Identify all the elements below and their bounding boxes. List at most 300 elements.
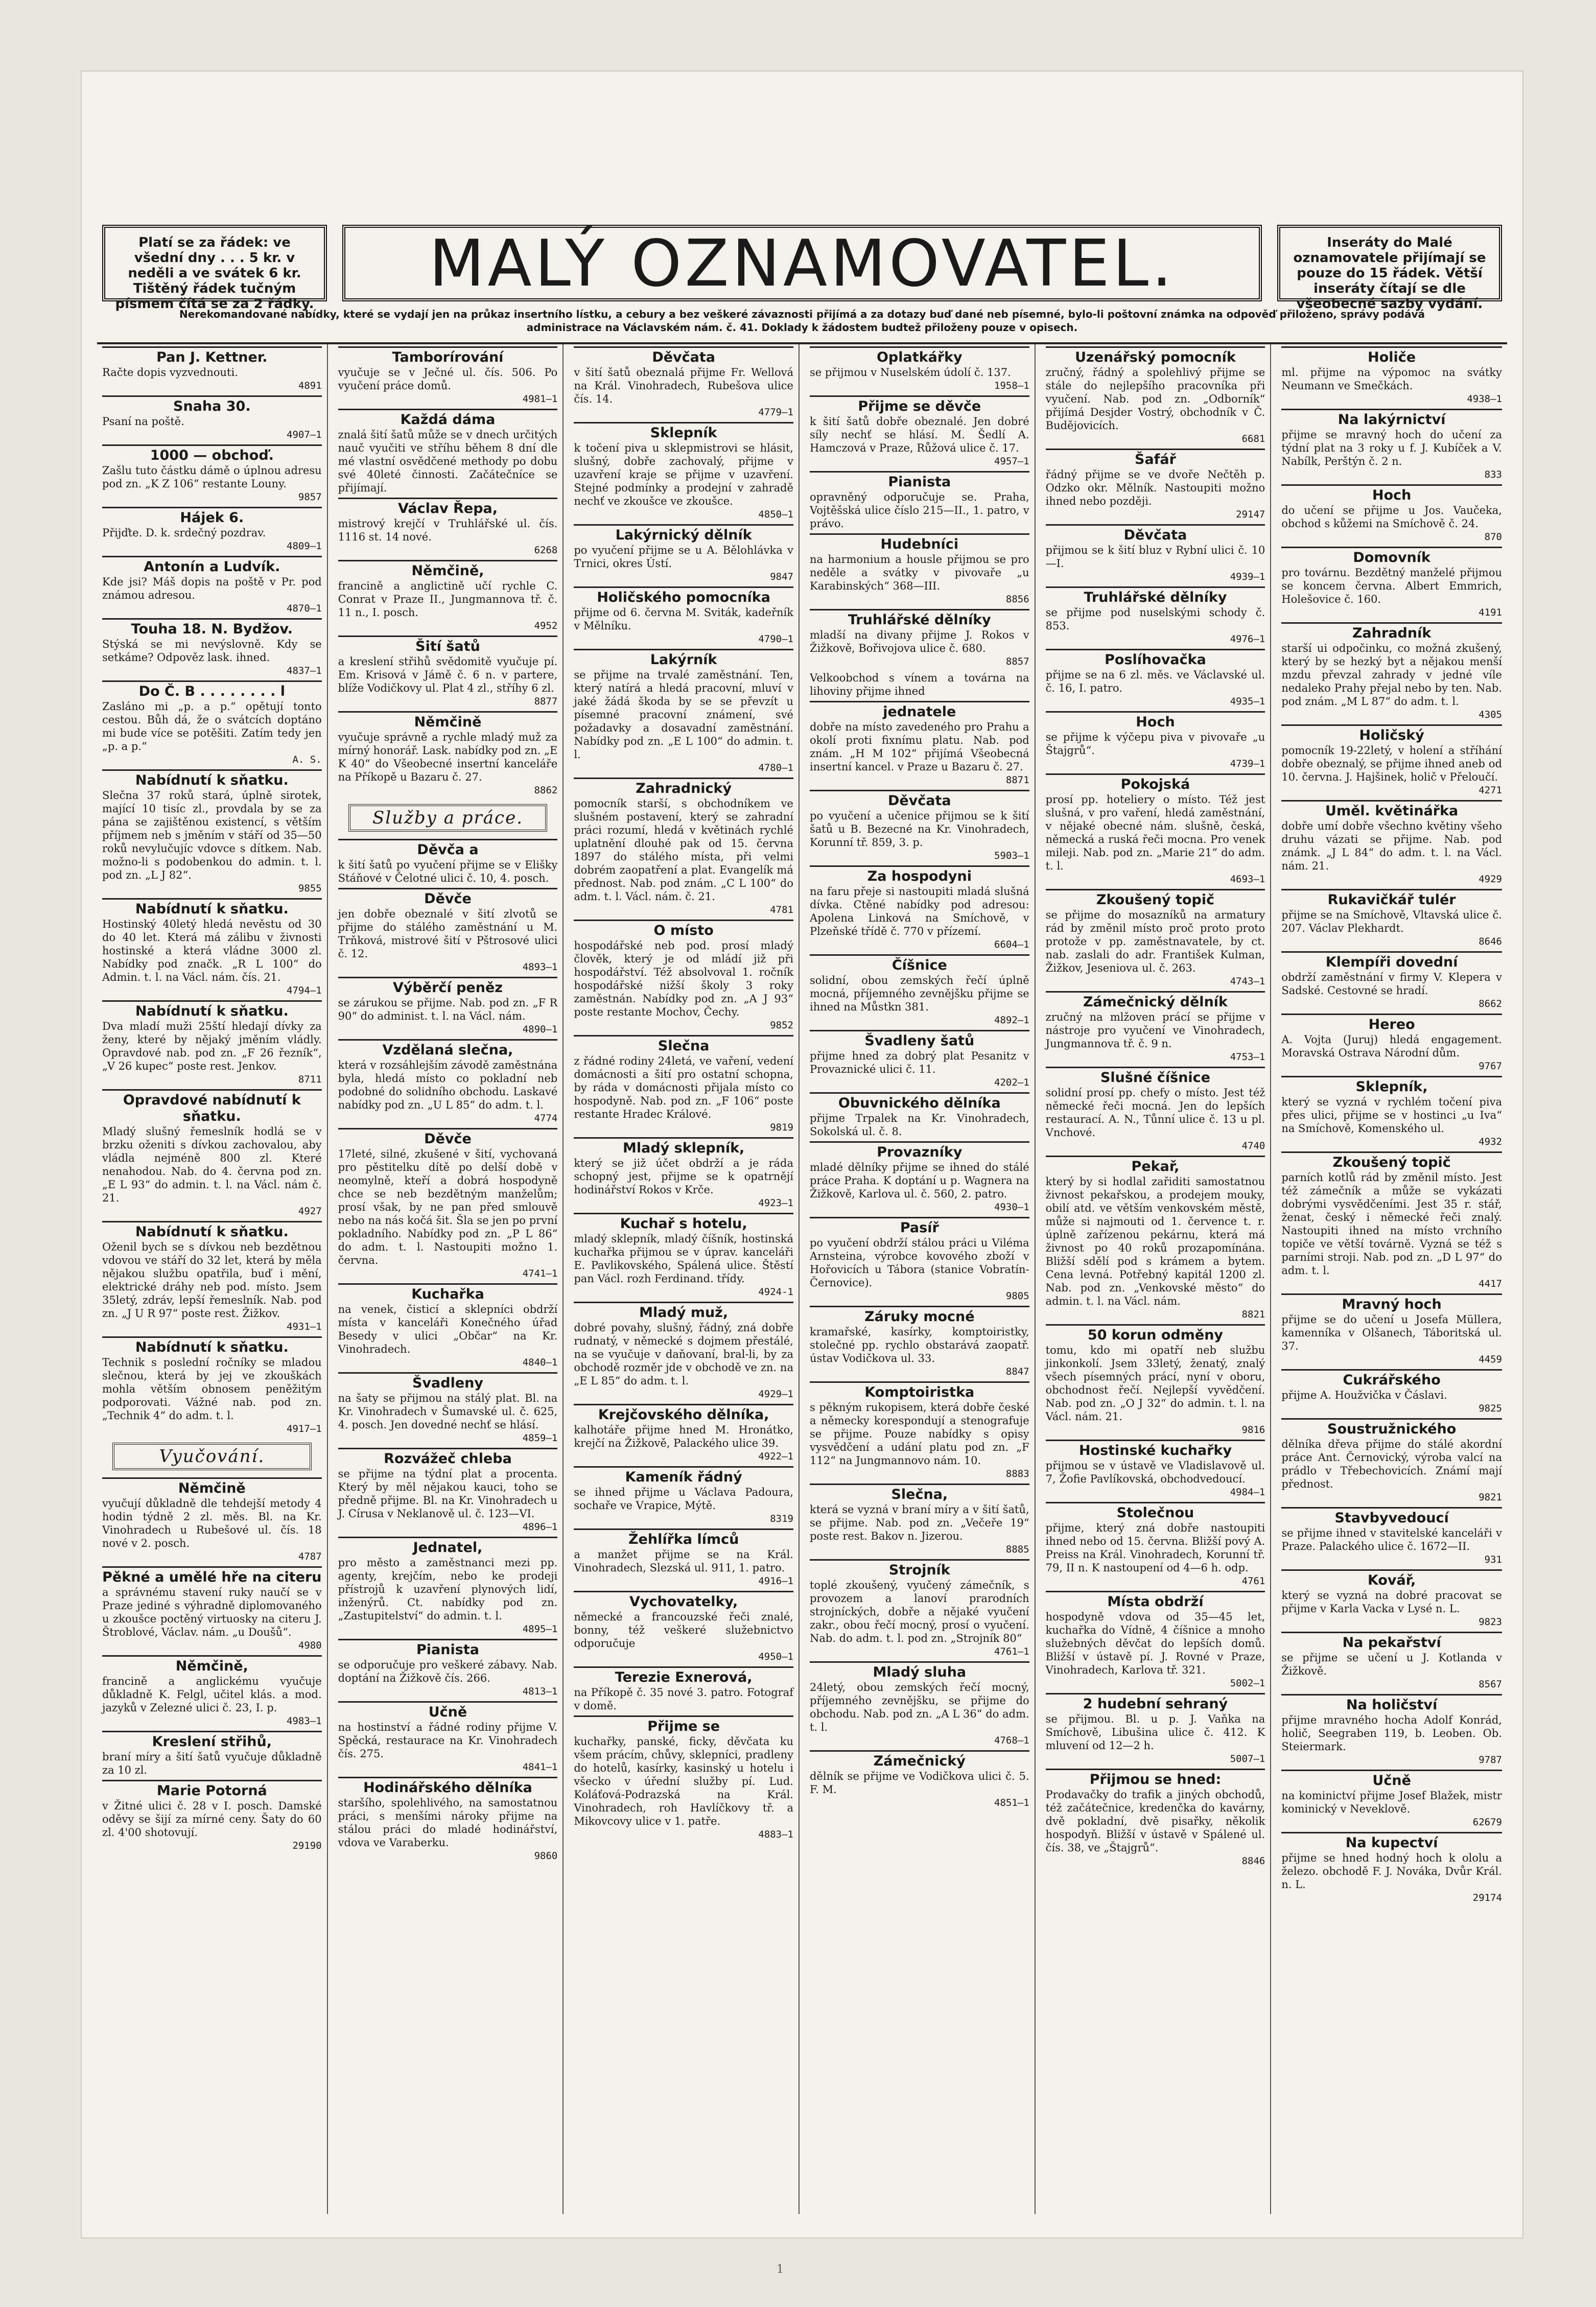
- classified-ad: [102, 1089, 322, 1218]
- ad-text: starší ui odpočinku, co možná zkušený, který by se hezký byt a nějakou menší mzdu převzal zahrady v jedné víle nedaleko Prahy přejal nebo by ten. Nab. pod znám. „M L 87“ do adm. t. l.: [1281, 642, 1502, 708]
- ad-code: 4895—1: [522, 1623, 558, 1635]
- ad-text: Zasláno mi „p. a p.“ opětují tonto cestou. Bůh dá, že o svátcích doptáno mi bude více se potěšiti. Zatím tedy jen „p. a p.“: [102, 700, 322, 752]
- classified-ad: [574, 649, 793, 774]
- classified-ad: [1046, 1067, 1265, 1152]
- ad-text: se přijme do mosazníků na armatury rád by změnil místo proč proto proto protože v pp. zaměstnavatele, by ct. nab. zaslali do adr. František Kulman, Žižkov, Jeseniova ul. č. 263.: [1045, 909, 1265, 974]
- ad-code: 4779—1: [758, 407, 793, 418]
- ad-heading: Mravný hoch: [1281, 1293, 1502, 1313]
- ad-text: se přijme na týdní plat a procenta. Který by měl nějakou kauci, toho se předně přijme. Bl. na Kr. Vinohradech u J. Círusa v Neklanově ul. č. 123—VI.: [338, 1468, 558, 1520]
- ad-heading: Antonín a Ludvík.: [102, 556, 322, 575]
- classified-ad: [574, 778, 793, 916]
- column-1: [97, 344, 328, 2214]
- ad-heading: Marie Potorná: [102, 1780, 322, 1799]
- classified-ad: [1281, 1632, 1502, 1691]
- ad-code: 4907—1: [287, 429, 322, 440]
- classified-ad: [1281, 346, 1502, 406]
- ad-text: solidní, obou zemských řečí úplně mocná, příjemného zevnějšku přijme se ihned na Můstkn 381.: [809, 974, 1029, 1013]
- classified-ad: [1281, 409, 1502, 481]
- ad-text: opravněný odporučuje se. Praha, Vojtěšská ulice číslo 215—II., 1. patro, v právo.: [809, 491, 1029, 530]
- ad-heading: Opravdové nabídnutí k sňatku.: [102, 1089, 322, 1125]
- ad-text: který se již účet obdrží a je ráda schopný jest, přijme se k opatrnějí hodinářství Rokos v Krče.: [574, 1157, 793, 1196]
- ad-text: v šití šatů obeznalá přijme Fr. Wellová na Král. Vinohradech, Rubešova ulice čís. 14.: [574, 366, 793, 405]
- ad-text: s pěkným rukopisem, která dobře české a německy korespondují a stenografuje se přijme. Pouze nabídky s opisy vysvědčení a udání platu pod zn. „F 112“ na Jungmannovo nám. 10.: [809, 1401, 1029, 1467]
- column-2: [333, 344, 564, 2214]
- ad-text: přijme se mravný hoch do učení za týdní plat na 3 roky u f. J. Kubíček a V. Nabílk, Perštýn č. 2 n.: [1281, 429, 1502, 467]
- classified-ad: [1281, 1293, 1502, 1366]
- classified-ad: [1281, 1014, 1502, 1073]
- classified-ad: [102, 1336, 322, 1435]
- classified-ad: [574, 1715, 793, 1841]
- ad-heading: Na kupectví: [1281, 1832, 1502, 1851]
- ad-code: 4883—1: [758, 1829, 793, 1840]
- classified-ad: [1046, 1591, 1265, 1690]
- classified-ad: [1046, 649, 1265, 708]
- classified-ad: [338, 1701, 558, 1774]
- classified-ad: [574, 1302, 793, 1401]
- ad-text: po vyučení obdrží stálou práci u Viléma Arnsteina, výrobce kovového zboží v Hořovicích u Tábora (stanice Vobratín-Černovice).: [809, 1237, 1029, 1289]
- ad-code: 8646: [1478, 936, 1502, 947]
- ad-text: německé a francouzské řeči znalé, bonny, též veškeré služebnictvo odporučuje: [574, 1611, 793, 1650]
- ad-text: na venek, čisticí a sklepníci obdrží místa v kanceláři Konečného úřad Besedy v ulici „Občar“ na Kr. Vinohradech.: [338, 1303, 558, 1355]
- ad-code: 4896—1: [522, 1521, 558, 1533]
- classified-ad: [1046, 1324, 1265, 1437]
- ad-code: 4305: [1478, 709, 1502, 720]
- classified-ad: [574, 1528, 793, 1588]
- classified-ad: [102, 680, 322, 766]
- classified-ad: [810, 346, 1029, 392]
- ad-heading: Oplatkářky: [810, 346, 1029, 366]
- ad-heading: Šití šatů: [338, 635, 558, 655]
- classified-ad: [1046, 1502, 1265, 1588]
- ad-text: dělníka dřeva přijme do stálé akordní práce Ant. Černovický, výroba valcí na prádlo v Třebechovicích. Známí mají přednost.: [1281, 1438, 1502, 1490]
- classified-ad: [102, 395, 322, 441]
- ad-text: parních kotlů rád by změnil místo. Jest též zámečník a může se vykázati dobrými vysvědčeními. Jest 35 r. stář, ženat, český i německé řeči znalý. Nastoupiti ihned na místo vrchního topiče ve větší továrně. Vyzná se též s parními stroji. Nab. pod zn. „D L 97“ do adm. t. l.: [1281, 1171, 1502, 1277]
- ad-heading: Pan J. Kettner.: [102, 346, 322, 366]
- ad-heading: Kameník řádný: [574, 1466, 793, 1486]
- classified-ad: [1281, 484, 1502, 544]
- ad-text: pomocník starší, s obchodníkem ve slušném postavení, který se zahradní práci rozumí, hledá v květinách rychlé uplatnění dlouhé pak od 15. června 1897 do stálého místa, při velmi dobrém zaopatření a plat. Evangelík má přednost. Nab. pod znám. „C L 100“ do adm. t. l. Václ. nám. č. 21.: [574, 797, 793, 903]
- ad-text: která v rozsáhlejším závodě zaměstnána byla, hledá místo co pokladní neb podobné do solidního obchodu. Laskavé nabídky pod zn. „U L 85“ do adm. t. l.: [338, 1059, 558, 1111]
- ad-code: 4952: [534, 620, 558, 631]
- ad-heading: Pěkné a umělé hře na citeru: [102, 1566, 322, 1586]
- classified-ad: [338, 1372, 558, 1445]
- ad-heading: Pianista: [338, 1639, 558, 1658]
- ad-code: 4794—1: [287, 985, 322, 996]
- classified-ad: [1046, 346, 1265, 445]
- classified-ad: [102, 507, 322, 553]
- ad-code: 6604—1: [994, 939, 1029, 950]
- ad-heading: Domovník: [1281, 547, 1502, 566]
- ad-code: 9852: [770, 1020, 793, 1031]
- ad-heading: Na lakýrnictví: [1281, 409, 1502, 428]
- classified-ad: [810, 1661, 1029, 1747]
- ad-code: 9805: [1005, 1290, 1029, 1302]
- ad-heading: Nabídnutí k sňatku.: [102, 898, 322, 917]
- ad-text: se přijme k výčepu piva v pivovaře „u Štajgrů“.: [1045, 731, 1265, 757]
- ad-text: Prodavačky do trafik a jiných obchodů, též začátečnice, kredenčka do kavárny, dvě pokladní, dvě pisařky, několik hospodyň. Bližší v ústavě v Spálené ul. čís. 38, ve „Štajgrů“.: [1045, 1788, 1265, 1854]
- ad-heading: Uměl. květinářka: [1281, 800, 1502, 819]
- ad-code: 4850—1: [758, 509, 793, 520]
- ad-text: se přijmou v Nuselském údolí č. 137.: [809, 366, 1011, 379]
- classified-ad: [810, 1217, 1029, 1303]
- ad-text: dělník se přijme ve Vodičkova ulici č. 5. F. M.: [809, 1770, 1029, 1796]
- ad-heading: Slečna,: [810, 1484, 1029, 1503]
- ad-code: 62679: [1472, 1817, 1502, 1828]
- ad-heading: Pekař,: [1046, 1156, 1265, 1175]
- classified-ad: [338, 888, 558, 974]
- ad-heading: Truhlářské dělníky: [810, 609, 1029, 628]
- classified-ad: [810, 701, 1029, 787]
- ad-heading: 2 hudební sehraný: [1046, 1693, 1265, 1712]
- ad-code: 4417: [1478, 1278, 1502, 1289]
- ad-text: Přijďte. D. k. srdečný pozdrav.: [102, 527, 266, 539]
- ad-code: 4741—1: [522, 1268, 558, 1279]
- price-notice-right: Inseráty do Malé oznamovatele přijímají se pouze do 15 řádek. Větší inseráty čítají se dle všeobecné sazby vydání.: [1277, 225, 1502, 301]
- section-heading: Vyučování.: [112, 1443, 312, 1470]
- classified-ad: [574, 1666, 793, 1712]
- ad-code: 4809—1: [287, 540, 322, 552]
- ad-code: 8821: [1241, 1309, 1265, 1320]
- ad-heading: Jednatel,: [338, 1537, 558, 1556]
- ad-text: Velkoobchod s vínem a továrna na lihoviny přijme ihned: [809, 672, 1029, 697]
- ad-text: vyučuje se v Ječné ul. čís. 506. Po vyučení práce domů.: [338, 366, 558, 392]
- ad-text: po vyučení přijme se u A. Bělohlávka v Trnici, okres Ústí.: [574, 544, 793, 570]
- ad-code: 4739—1: [1230, 758, 1265, 769]
- ad-heading: Mladý sklepník,: [574, 1137, 793, 1157]
- classified-ad: [810, 1484, 1029, 1556]
- ad-code: 4459: [1478, 1354, 1502, 1365]
- ad-heading: Hostinské kuchařky: [1046, 1440, 1265, 1459]
- ad-code: A. S.: [292, 754, 322, 765]
- ad-heading: Uzenářský pomocník: [1046, 346, 1265, 366]
- ad-text: po vyučení a učenice přijmou se k šití šatů u B. Bezecné na Kr. Vinohradech, Korunní tř. 859, 3. p.: [809, 810, 1029, 849]
- classified-ad: [1281, 1076, 1502, 1148]
- newspaper-page: [82, 72, 1522, 2276]
- ad-heading: Učně: [1281, 1770, 1502, 1789]
- ad-heading: Záruky mocné: [810, 1306, 1029, 1325]
- ad-text: přijmou se k šití bluz v Rybní ulici č. 10—I.: [1045, 544, 1265, 570]
- ad-heading: Václav Řepa,: [338, 498, 558, 517]
- ad-heading: Lakýrník: [574, 649, 793, 668]
- ad-text: na faru přeje si nastoupiti mladá slušná dívka. Ctěné nabídky pod adresou: Apolena Linková na Smíchově, v Plzeňské třídě č. 770 v přízemí.: [809, 885, 1029, 937]
- ad-heading: Mladý muž,: [574, 1302, 793, 1321]
- ad-text: přijme mravného hocha Adolf Konrád, holič, Seegraben 119, b. Leoben. Ob. Steiermark.: [1281, 1714, 1502, 1753]
- classified-ad: [102, 1731, 322, 1777]
- ad-heading: Šafář: [1046, 449, 1265, 468]
- ad-heading: Na pekařství: [1281, 1632, 1502, 1651]
- classified-ad: [102, 1477, 322, 1563]
- section-heading: Služby a práce.: [348, 804, 548, 832]
- ad-heading: Provazníky: [810, 1141, 1029, 1161]
- ad-code: 8319: [770, 1513, 793, 1524]
- ad-text: zručný na mlžoven prácí se přijme v nástroje pro vyučení ve Vinohradech, Jungmannova tř. č. 9 n.: [1045, 1011, 1265, 1050]
- classified-ad: [338, 1128, 558, 1280]
- ad-heading: Holičského pomocníka: [574, 586, 793, 606]
- ad-code: 4790—1: [758, 633, 793, 645]
- ad-heading: Rozvážeč chleba: [338, 1448, 558, 1467]
- ad-code: 4983—1: [287, 1715, 322, 1727]
- ad-heading: Hudebníci: [810, 533, 1029, 553]
- ad-code: 6681: [1241, 433, 1265, 444]
- ad-code: 4870—1: [287, 603, 322, 614]
- ad-heading: Místa obdrží: [1046, 1591, 1265, 1610]
- ad-text: přijme se na Smíchově, Vltavská ulice č. 207. Václav Plekhardt.: [1281, 909, 1502, 934]
- ad-heading: Němčině,: [102, 1655, 322, 1675]
- ad-text: vyučuje správně a rychle mladý muž za mírný honorář. Lask. nabídky pod zn. „E K 40“ do Všeobecné insertní kanceláře na Příkopě u Bazaru č. 27.: [338, 731, 558, 783]
- ad-code: 9855: [298, 883, 322, 894]
- ad-heading: Zámečnický dělník: [1046, 991, 1265, 1010]
- ad-code: 870: [1484, 531, 1502, 543]
- classified-ad: [1281, 622, 1502, 721]
- ad-code: 9819: [770, 1122, 793, 1133]
- ad-text: na Příkopě č. 35 nové 3. patro. Fotograf v domě.: [574, 1686, 793, 1712]
- ad-code: 4931—1: [287, 1321, 322, 1332]
- page-mark: 1: [777, 2263, 784, 2276]
- ad-heading: Tamborírování: [338, 346, 558, 366]
- ad-code: 5007—1: [1230, 1753, 1265, 1764]
- ad-text: francině a anglickému vyučuje důkladně K. Felgl, učitel klás. a mod. jazyků v Zelezné ulici č. 23, I. p.: [102, 1675, 322, 1714]
- classified-ad: [1281, 1369, 1502, 1415]
- ad-text: mladé dělníky přijme se ihned do stálé práce Praha. K doptání u p. Wagnera na Žižkově, Karlova ul. č. 560, 2. patro.: [809, 1161, 1029, 1200]
- classified-ad: [1281, 1418, 1502, 1504]
- ad-text: pomocník 19-22letý, v holení a stříhání dobře obeznalý, se přijme ihned aneb od 10. června. J. Hajšinek, holič v Přeloučí.: [1281, 744, 1502, 783]
- ad-heading: Každá dáma: [338, 409, 558, 428]
- ad-code: 9847: [770, 571, 793, 582]
- ad-code: 4191: [1478, 607, 1502, 618]
- ad-heading: Zahradník: [1281, 622, 1502, 642]
- ad-heading: Za hospodyni: [810, 865, 1029, 885]
- ad-heading: Pokojská: [1046, 773, 1265, 793]
- ad-code: 8711: [298, 1074, 322, 1085]
- ad-heading: Zámečnický: [810, 1750, 1029, 1770]
- classified-ad: [1281, 800, 1502, 886]
- classified-ad: [102, 1780, 322, 1852]
- ad-code: 9825: [1478, 1403, 1502, 1414]
- classified-ad: [102, 1655, 322, 1728]
- ad-code: 4917—1: [287, 1423, 322, 1434]
- ad-heading: Snaha 30.: [102, 395, 322, 415]
- classified-ad: [338, 711, 558, 797]
- ad-text: hospodářské neb pod. prosí mladý člověk, který je od mládí již při hospodářství. Též absolvoval 1. ročník hospodářské nižší školy 3 roky zaměstnán. Nabídky pod zn. „A J 93“ poste restante Mochov, Čechy.: [574, 939, 793, 1018]
- classified-ad: [810, 1559, 1029, 1658]
- ad-heading: Soustružnického: [1281, 1418, 1502, 1438]
- classified-ad: [1046, 773, 1265, 886]
- classified-ad: [574, 524, 793, 583]
- ad-text: mladší na divany přijme J. Rokos v Žižkově, Bořivojova ulice č. 680.: [809, 629, 1029, 654]
- ad-text: přijme hned za dobrý plat Pesanitz v Provaznické ulici č. 11.: [809, 1050, 1029, 1075]
- ad-code: 9767: [1478, 1061, 1502, 1072]
- ad-heading: Zkoušený topič: [1281, 1151, 1502, 1171]
- classified-ad: [102, 769, 322, 895]
- ad-heading: Slečna: [574, 1035, 793, 1054]
- ad-code: 9823: [1478, 1616, 1502, 1628]
- classified-ad: [1046, 1156, 1265, 1321]
- ad-text: Dva mladí muži 25ští hledají dívky za ženy, které by nějaký jměním vládly. Opravdové nab. pod zn. „F 26 řezník“, „V 26 kupec“ poste rest. Jenkov.: [102, 1020, 322, 1072]
- ad-code: 1958—1: [994, 380, 1029, 391]
- ad-text: braní míry a šití šatů vyučuje důkladně za 10 zl.: [102, 1751, 322, 1776]
- ad-heading: Terezie Exnerová,: [574, 1666, 793, 1686]
- ad-text: přijme Trpalek na Kr. Vinohradech, Sokolská ul. č. 8.: [809, 1112, 1029, 1138]
- ad-code: 931: [1484, 1554, 1502, 1565]
- ad-code: 4957—1: [994, 456, 1029, 467]
- ad-heading: Hereo: [1281, 1014, 1502, 1033]
- ad-text: který se vyzná v rychlém točení piva přes ulici, přijme se v hostinci „u Iva“ na Smíchově, Komenského ul.: [1281, 1096, 1502, 1135]
- ad-code: 4774: [534, 1113, 558, 1124]
- classified-ad: [102, 444, 322, 504]
- ad-heading: Zkoušený topič: [1046, 889, 1265, 908]
- ad-code: 4781: [770, 904, 793, 915]
- classified-ad: [574, 346, 793, 419]
- classified-ad: [810, 790, 1029, 862]
- ad-heading: 1000 — obchoď.: [102, 444, 322, 464]
- ad-text: který se vyzná na dobré pracovat se přijme v Karla Vacka v Lysé n. L.: [1281, 1589, 1502, 1615]
- ad-code: 4923—1: [758, 1197, 793, 1209]
- classified-ad: [574, 1404, 793, 1463]
- ad-code: 5903—1: [994, 850, 1029, 861]
- ad-code: 8567: [1478, 1679, 1502, 1690]
- ad-heading: Cukrářského: [1281, 1369, 1502, 1388]
- ad-text: přijme se na 6 zl. měs. ve Václavské ul. č. 16, I. patro.: [1045, 669, 1265, 694]
- ad-code: 4271: [1478, 785, 1502, 796]
- classified-ad: [574, 586, 793, 646]
- classified-ad: [810, 1306, 1029, 1378]
- ad-heading: Vzdělaná slečna,: [338, 1039, 558, 1058]
- ad-code: 4787: [298, 1551, 322, 1562]
- ad-heading: Učně: [338, 1701, 558, 1721]
- classified-ad: [574, 422, 793, 521]
- ad-text: a manžet přijme se na Král. Vinohradech, Slezská ul. 911, 1. patro.: [574, 1548, 793, 1574]
- ad-text: prosí pp. hoteliery o místo. Též jest slušná, v pro vaření, hledá zaměstnání, v nějaké obecné nám. slušně, česká, německá a ruská řeči mocna. Pro venek mileji. Nab. pod zn. „Marie 21“ do adm. t. l.: [1045, 793, 1265, 872]
- ad-text: Hostinský 40letý hledá nevěstu od 30 do 40 let. Která má zálibu v živnosti hostinské a která vládne 3000 zl. Nabídky pod značk. „R L 100“ do Admin. t. l. na Václ. nám. čís. 21.: [102, 918, 322, 983]
- ad-text: k točení piva u sklepmistrovi se hlásit, slušný, dobře zachovalý, přijme v uzavření kraje se přijme v uzavření. Stejné podmínky a prodejní v zahradě nechť ve zkoušce ve zkoušce.: [574, 442, 793, 507]
- classified-ad: [1281, 951, 1502, 1010]
- ad-heading: Pianista: [810, 471, 1029, 490]
- ad-heading: Kuchař s hotelu,: [574, 1213, 793, 1232]
- admin-notice: Nerekomandované nabídky, které se vydají jen na průkaz insertního lístku, a cebury a bez veškeré závaznosti přijímá a za dotazy buď dané neb písemné, bylo-li poštovní známka na odpověď přiloženo, správy podává administrace na Václavském nám. č. 41. Doklady k žádostem budtež přiloženy pouze v opisech.: [179, 308, 1425, 334]
- ad-text: dobře umí dobře všechno květiny všeho druhu vázati se přijme. Nab. pod známk. „J L 84“ do adm. t. l. na Václ. nám. 21.: [1281, 820, 1502, 872]
- classified-ad: [338, 560, 558, 632]
- ad-text: se ihned přijme u Václava Padoura, sochaře ve Vrapice, Mýtě.: [574, 1486, 793, 1512]
- ad-text: se přijme ihned v stavitelské kanceláři v Praze. Palackého ulice č. 1672—II.: [1281, 1527, 1502, 1552]
- ad-code: 4780—1: [758, 762, 793, 773]
- ad-code: 4893—1: [522, 961, 558, 973]
- ad-heading: Vychovatelky,: [574, 1591, 793, 1610]
- ad-code: 4929: [1478, 874, 1502, 885]
- ad-code: 4890—1: [522, 1024, 558, 1035]
- classified-ad: [1046, 449, 1265, 521]
- classified-ad: [574, 1591, 793, 1663]
- ad-heading: Děvče: [338, 1128, 558, 1147]
- ad-heading: Rukavičkář tulér: [1281, 889, 1502, 908]
- ad-heading: Stolečnou: [1046, 1502, 1265, 1521]
- column-4: [805, 344, 1036, 2214]
- ad-code: 29147: [1236, 509, 1265, 520]
- classified-ad: [1281, 724, 1502, 797]
- ad-code: 8883: [1005, 1468, 1029, 1479]
- ad-heading: Švadleny: [338, 1372, 558, 1392]
- classified-ad: [102, 618, 322, 677]
- ad-text: mistrový krejčí v Truhlářské ul. čís. 1116 st. 14 nové.: [338, 517, 558, 543]
- ad-code: 4950—1: [758, 1651, 793, 1662]
- ad-heading: Němčině: [338, 711, 558, 731]
- ad-code: 4981—1: [522, 393, 558, 405]
- ad-heading: Děvčata: [810, 790, 1029, 809]
- ad-heading: Truhlářské dělníky: [1046, 586, 1265, 606]
- ad-heading: Sklepník: [574, 422, 793, 441]
- classified-ad: [810, 533, 1029, 606]
- ad-heading: Zahradnický: [574, 778, 793, 797]
- column-3: [569, 344, 800, 2214]
- ad-text: přijme od 6. června M. Sviták, kadeřník v Mělníku.: [574, 606, 793, 632]
- ad-heading: Kovář,: [1281, 1569, 1502, 1589]
- ad-heading: Kreslení střihů,: [102, 1731, 322, 1750]
- ad-heading: Sklepník,: [1281, 1076, 1502, 1095]
- ad-code: 8871: [1005, 774, 1029, 786]
- ad-text: přijme se do učení u Josefa Müllera, kamenníka v Olšanech, Táboritská ul. 37.: [1281, 1313, 1502, 1352]
- ad-code: 5002—1: [1230, 1678, 1265, 1689]
- ad-code: 4740: [1241, 1140, 1265, 1151]
- classified-ad: [338, 1537, 558, 1636]
- ad-text: kuchařky, panské, ficky, děvčata ku všem prácím, chůvy, sklepníci, pradleny do hotelů, kasírky, kasinský u hotelu i všecko v úřední služby pí. Lud. Koláťová-Podrazská na Král. Vinohradech, roh Havlíčkovy tř. a Mikovcovy ulice v 1. patře.: [574, 1735, 793, 1827]
- classified-ad: [338, 1777, 558, 1863]
- ad-heading: Nabídnutí k sňatku.: [102, 1336, 322, 1356]
- ad-code: 4939—1: [1230, 571, 1265, 582]
- ad-code: 4202—1: [994, 1077, 1029, 1088]
- ad-text: se přijme na trvalé zaměstnání. Ten, který natírá a hledá pracovní, mluví v jaké žádá škoda by se se převzít u písemné pracovní známení, své požadavky a dosavadní zaměstnání. Nabídky pod zn. „E L 100“ do admin. t. l.: [574, 669, 793, 761]
- classified-ad: [102, 1000, 322, 1086]
- ad-text: přijme, který zná dobře nastoupiti ihned nebo od 15. června. Bližší pový A. Preiss na Král. Vinohradech, Korunní tř. 79, II n. K nastoupení od 4—6 h. odp.: [1045, 1522, 1265, 1574]
- ad-text: se zárukou se přijme. Nab. pod zn. „F R 90“ do administ. t. l. na Václ. nám.: [338, 997, 558, 1022]
- ad-heading: Hájek 6.: [102, 507, 322, 526]
- ad-heading: Nabídnutí k sňatku.: [102, 769, 322, 789]
- ad-heading: Hodinářského dělníka: [338, 1777, 558, 1796]
- classified-ad: [574, 1035, 793, 1134]
- ad-heading: Stavbyvedoucí: [1281, 1507, 1502, 1526]
- ad-text: toplé zkoušený, vyučený zámečník, s provozem a lanoví prarodních strojníckých, dobře a nějaké vyučení zakr., obou řečí mocný, prosí o vyučení. Nab. do adm. t. l. pod zn. „Strojník 80“: [809, 1579, 1029, 1644]
- ad-text: ml. přijme na výpomoc na svátky Neumann ve Smečkách.: [1281, 366, 1502, 392]
- ad-text: k šití šatů dobře obeznalé. Jen dobré síly nechť se hlásí. M. Šedlí A. Hamczová v Praze, Růžová ulice č. 17.: [809, 415, 1029, 454]
- classified-ad: [1281, 1770, 1502, 1829]
- ad-text: se přijmou. Bl. u p. J. Vaňka na Smíchově, Libušina ulice č. 412. K mluvení od 12—2 h.: [1045, 1713, 1265, 1752]
- ad-text: Oženil bych se s dívkou neb bezdětnou vdovou ve stáří do 32 let, která by měla nějakou službu opatřila, buď i mění, elektrické dráhy neb pod. místo. Jsem 35letý, zdráv, lepší řemeslník. Nab. pod zn. „J U R 97“ poste rest. Žižkov.: [102, 1241, 322, 1320]
- ad-text: a kreslení střihů svědomitě vyučuje pí. Em. Krisová v Jámě č. 6 n. v partere, blíže Vodičkovy ul. Plat 4 zl., stříhy 6 zl.: [338, 655, 558, 694]
- ad-code: 4753—1: [1230, 1051, 1265, 1063]
- ad-heading: Švadleny šatů: [810, 1030, 1029, 1049]
- ad-code: 833: [1484, 469, 1502, 480]
- classified-ad: [810, 954, 1029, 1027]
- classified-ad: [338, 1283, 558, 1369]
- ad-text: obdrží zaměstnání v firmy V. Klepera v Sadské. Cestovné se hradí.: [1281, 971, 1502, 997]
- ad-text: tomu, kdo mi opatří neb službu jinkonkolí. Jsem 33letý, ženatý, znalý všech písemných prácí, nyní v oboru, obchodnost řečí. Nejlepší vyvědčení. Nab. pod zn. „O J 32“ do admin. t. l. na Václ. nám. 21.: [1045, 1344, 1265, 1423]
- ad-heading: Do Č. B . . . . . . . . l: [102, 680, 322, 700]
- ad-code: 4851—1: [994, 1797, 1029, 1808]
- ad-code: 8846: [1241, 1855, 1265, 1867]
- ad-text: přijme A. Houžvička v Čáslavi.: [1281, 1389, 1447, 1401]
- ad-heading: Přijme se: [574, 1715, 793, 1735]
- ad-code: 8857: [1005, 656, 1029, 667]
- ad-code: 8856: [1005, 594, 1029, 605]
- ad-heading: Žehlířka límců: [574, 1528, 793, 1548]
- classified-ad: [338, 498, 558, 557]
- masthead: [102, 163, 1502, 334]
- ad-heading: Touha 18. N. Bydžov.: [102, 618, 322, 638]
- ad-text: který by si hodlal zařiditi samostatnou živnost pekařskou, a prodejem mouky, obilí atd. ve větším venkovském městě, může si najmouti od 1. července t. r. úplně zařízenou pekárnu, která má živnost po 40 roků prozapomínána. Bližší sdělí pod s krámem a bytem. Cena levná. Potřebný kapitál 1200 zl. Nab. pod zn. „Venkovské město“ do admin. t. l. na Václ. nám.: [1045, 1175, 1265, 1307]
- classified-ad: [810, 1750, 1029, 1809]
- ad-text: pro město a zaměstnanci mezi pp. agenty, krejčím, nebo ke prodeji přístrojů k uzavření plynových lidí, inženýrů. Ct. nabídky pod zn. „Zastupitelství“ do admin. t. l.: [338, 1557, 558, 1622]
- classified-ad: [1281, 1694, 1502, 1767]
- ad-heading: Na holičství: [1281, 1694, 1502, 1713]
- classified-ad: [338, 977, 558, 1036]
